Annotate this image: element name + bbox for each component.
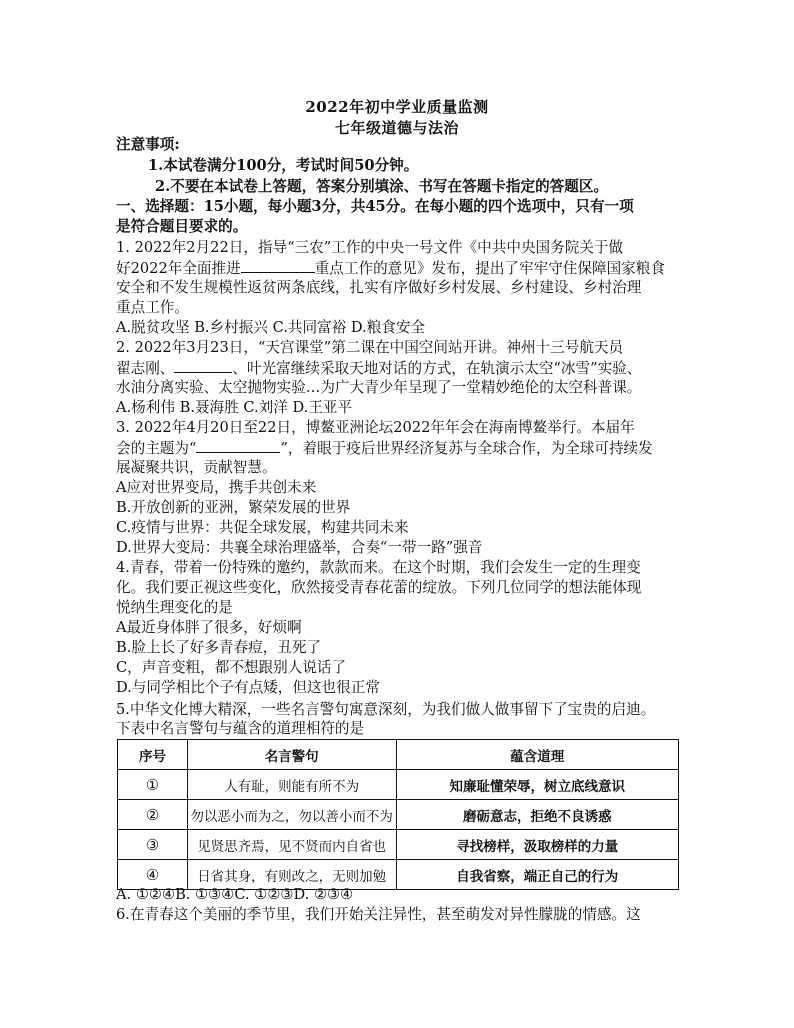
q2-options: A.杨利伟 B.聂海胜 C.刘洋 D.王亚平 xyxy=(116,399,353,416)
section-heading-line-2: 是符合题目要求的。 xyxy=(116,218,248,235)
exam-title: 2022年初中学业质量监测 xyxy=(305,98,489,116)
q3-option-b: B.开放创新的亚洲，繁荣发展的世界 xyxy=(116,499,351,516)
row-number: ① xyxy=(118,770,188,800)
q1-line-3: 安全和不发生规模性返贫两条底线，扎实有序做好乡村发展、乡村建设、乡村治理 xyxy=(116,279,642,296)
q4-line-1: 4.青春，带着一份特殊的邀约，款款而来。在这个时期，我们会发生一定的生理变 xyxy=(116,559,641,576)
row-number: ④ xyxy=(118,860,188,890)
q4-line-2: 化。我们要正视这些变化，欣然接受青春花蕾的绽放。下列几位同学的想法能体现 xyxy=(116,579,642,596)
row-meaning: 自我省察，端正自己的行为 xyxy=(396,860,679,890)
notes-heading: 注意事项: xyxy=(116,136,180,153)
q3-line-2-end: ”，着眼于疫后世界经济复苏与全球合作，为全球可持续发 xyxy=(280,440,653,457)
row-meaning: 寻找榜样，汲取榜样的力量 xyxy=(396,830,679,860)
row-quote: 见贤思齐焉，见不贤而内自省也 xyxy=(187,830,396,860)
q2-line-1: 2. 2022年3月23日，“天宫课堂”第二课在中国空间站开讲。神州十三号航天员 xyxy=(116,339,624,356)
row-quote: 日省其身，有则改之，无则加勉 xyxy=(187,860,396,890)
row-meaning: 磨砺意志，拒绝不良诱惑 xyxy=(396,800,679,830)
table-row xyxy=(118,770,679,800)
q3-blank xyxy=(196,438,280,453)
q5-line-2: 下表中名言警句与蕴含的道理相符的是 xyxy=(116,720,365,737)
q1-line-2-start: 好2022年全面推进 xyxy=(116,260,241,277)
exam-subtitle: 七年级道德与法治 xyxy=(334,119,459,137)
q5-line-1: 5.中华文化博大精深，一些名言警句寓意深刻，为我们做人做事留下了宝贵的启迪。 xyxy=(116,701,656,718)
row-quote: 勿以恶小而为之，勿以善小而不为 xyxy=(187,800,396,830)
q5-options: A. ①②④B. ①③④C. ①②③D. ②③④ xyxy=(116,886,354,903)
table-row xyxy=(118,800,679,830)
q1-line-4: 重点工作。 xyxy=(116,299,189,316)
note-item-1: 1.本试卷满分100分，考试时间50分钟。 xyxy=(148,157,419,174)
q4-option-c: C，声音变粗，都不想跟别人说话了 xyxy=(116,659,347,676)
q1-line-1: 1. 2022年2月22日，指导“三农”工作的中央一号文件《中共中央国务院关于做 xyxy=(116,239,624,256)
q2-blank xyxy=(174,358,232,373)
q3-line-2-start: 会的主题为“ xyxy=(116,440,197,457)
row-number: ② xyxy=(118,800,188,830)
q2-line-2-end: 、叶光富继续采取天地对话的方式，在轨演示太空“冰雪”实验、 xyxy=(232,360,642,377)
q3-line-3: 展凝聚共识，贡献智慧。 xyxy=(116,459,277,476)
q4-line-3: 悦纳生理变化的是 xyxy=(116,599,233,616)
q3-line-1: 3. 2022年4月20日至22日，博鳌亚洲论坛2022年年会在海南博鳌举行。本届年 xyxy=(116,419,635,436)
q4-option-a: A最近身体胖了很多，好烦啊 xyxy=(116,619,302,636)
q2-line-2-start: 翟志刚、 xyxy=(116,360,175,377)
q4-option-d: D.与同学相比个子有点矮，但这也很正常 xyxy=(116,679,380,696)
header-cell-quote: 名言警句 xyxy=(187,740,396,770)
q6-line-1: 6.在青春这个美丽的季节里，我们开始关注异性，甚至萌发对异性朦胧的情感。这 xyxy=(116,906,641,923)
q1-options: A.脱贫攻坚 B.乡村振兴 C.共同富裕 D.粮食安全 xyxy=(116,319,426,336)
q3-option-a: A应对世界变局，携手共创未来 xyxy=(116,479,317,496)
q4-option-b: B.脸上长了好多青春痘，丑死了 xyxy=(116,639,322,656)
table-row xyxy=(118,830,679,860)
note-item-2: 2.不要在本试卷上答题，答案分别填涂、书写在答题卡指定的答题区。 xyxy=(155,178,609,195)
quotes-table-header xyxy=(118,740,679,770)
row-meaning: 知廉耻懂荣辱，树立底线意识 xyxy=(396,770,679,800)
q3-option-c: C.疫情与世界：共促全球发展，构建共同未来 xyxy=(116,519,409,536)
q2-line-2 xyxy=(116,358,641,378)
q1-blank xyxy=(241,258,315,273)
header-cell-meaning: 蕴含道理 xyxy=(396,740,679,770)
header-cell-number: 序号 xyxy=(118,740,188,770)
row-number: ③ xyxy=(118,830,188,860)
q3-option-d: D.世界大变局：共襄全球治理盛举，合奏“一带一路”强音 xyxy=(116,539,483,556)
q3-line-2 xyxy=(116,438,653,458)
q1-line-2-end: 重点工作的意见》发布，提出了牢牢守住保障国家粮食 xyxy=(314,260,665,277)
quotes-table xyxy=(117,739,679,890)
q1-line-2 xyxy=(116,258,665,278)
row-quote: 人有耻，则能有所不为 xyxy=(187,770,396,800)
section-heading-line-1: 一、选择题：15小题，每小题3分，共45分。在每小题的四个选项中，只有一项 xyxy=(116,198,634,215)
q2-line-3: 水油分离实验、太空抛物实验…为广大青少年呈现了一堂精妙绝伦的太空科普课。 xyxy=(116,379,642,396)
